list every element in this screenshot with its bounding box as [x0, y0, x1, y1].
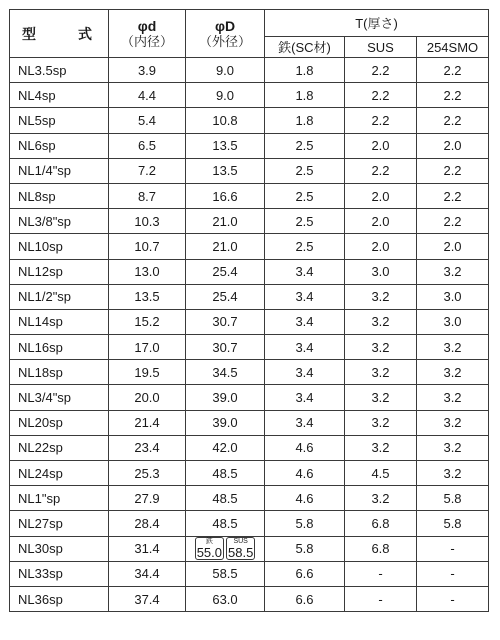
thickness-254smo-cell: 5.8	[417, 486, 489, 511]
table-row	[10, 284, 489, 309]
outer-diameter-sus-variant	[226, 537, 255, 560]
model-cell: NL22sp	[10, 435, 109, 460]
outer-diameter-header	[186, 10, 265, 58]
outer-diameter-cell: 16.6	[186, 183, 265, 208]
thickness-254smo-cell: -	[417, 561, 489, 586]
thickness-sus-cell: 3.2	[345, 486, 417, 511]
table-row	[10, 234, 489, 259]
outer-diameter-cell: 9.0	[186, 58, 265, 83]
model-cell: NL4sp	[10, 83, 109, 108]
model-cell: NL27sp	[10, 511, 109, 536]
inner-diameter-cell: 25.3	[109, 461, 186, 486]
thickness-iron-cell: 2.5	[265, 209, 345, 234]
thickness-254smo-cell: 5.8	[417, 511, 489, 536]
inner-diameter-cell: 19.5	[109, 360, 186, 385]
inner-diameter-cell: 28.4	[109, 511, 186, 536]
outer-diameter-cell: 48.5	[186, 486, 265, 511]
table-row	[10, 133, 489, 158]
thickness-iron-cell: 2.5	[265, 183, 345, 208]
thickness-iron-cell: 3.4	[265, 284, 345, 309]
outer-diameter-cell: 48.5	[186, 511, 265, 536]
inner-diameter-label: （内径）	[120, 34, 173, 49]
table-row	[10, 83, 489, 108]
thickness-iron-cell: 2.5	[265, 133, 345, 158]
thickness-sus-cell: 2.2	[345, 83, 417, 108]
thickness-header: T(厚さ)	[265, 10, 489, 37]
thickness-254smo-cell: 3.0	[417, 284, 489, 309]
outer-diameter-cell: 39.0	[186, 385, 265, 410]
outer-diameter-cell: 42.0	[186, 435, 265, 460]
thickness-iron-cell: 3.4	[265, 309, 345, 334]
thickness-254smo-cell: 2.2	[417, 83, 489, 108]
thickness-254smo-cell: 2.0	[417, 234, 489, 259]
inner-diameter-cell: 37.4	[109, 586, 186, 611]
thickness-sus-header: SUS	[345, 37, 417, 58]
thickness-sus-cell: 2.2	[345, 158, 417, 183]
thickness-sus-cell: 2.0	[345, 209, 417, 234]
thickness-254smo-header: 254SMO	[417, 37, 489, 58]
thickness-254smo-cell: 2.0	[417, 133, 489, 158]
table-row	[10, 183, 489, 208]
thickness-iron-cell: 4.6	[265, 461, 345, 486]
inner-diameter-cell: 10.7	[109, 234, 186, 259]
thickness-sus-cell: 2.0	[345, 133, 417, 158]
table-row	[10, 435, 489, 460]
thickness-254smo-cell: -	[417, 586, 489, 611]
outer-diameter-cell: 34.5	[186, 360, 265, 385]
inner-diameter-cell: 8.7	[109, 183, 186, 208]
thickness-254smo-cell: 2.2	[417, 158, 489, 183]
thickness-sus-cell: 3.2	[345, 360, 417, 385]
thickness-iron-cell: 4.6	[265, 435, 345, 460]
thickness-iron-cell: 2.5	[265, 234, 345, 259]
outer-diameter-cell: 25.4	[186, 284, 265, 309]
thickness-sus-cell: 3.2	[345, 309, 417, 334]
thickness-iron-cell: 5.8	[265, 511, 345, 536]
model-cell: NL24sp	[10, 461, 109, 486]
outer-diameter-iron-variant	[195, 537, 224, 560]
outer-diameter-cell: 58.5	[186, 561, 265, 586]
outer-diameter-cell: 39.0	[186, 410, 265, 435]
model-column-header: 型 式	[10, 10, 109, 58]
thickness-sus-cell: -	[345, 561, 417, 586]
thickness-iron-cell: 4.6	[265, 486, 345, 511]
model-cell: NL18sp	[10, 360, 109, 385]
thickness-iron-cell: 6.6	[265, 586, 345, 611]
outer-diameter-cell: 30.7	[186, 335, 265, 360]
thickness-254smo-cell: 3.2	[417, 360, 489, 385]
inner-diameter-cell: 20.0	[109, 385, 186, 410]
inner-diameter-cell: 17.0	[109, 335, 186, 360]
thickness-254smo-cell: -	[417, 536, 489, 561]
thickness-254smo-cell: 2.2	[417, 58, 489, 83]
thickness-iron-cell: 1.8	[265, 58, 345, 83]
outer-diameter-symbol: φD	[214, 18, 236, 34]
thickness-254smo-cell: 3.2	[417, 461, 489, 486]
model-cell: NL14sp	[10, 309, 109, 334]
thickness-sus-cell: 6.8	[345, 511, 417, 536]
thickness-sus-cell: 2.2	[345, 108, 417, 133]
table-row	[10, 335, 489, 360]
inner-diameter-cell: 7.2	[109, 158, 186, 183]
table-row	[10, 511, 489, 536]
dimension-table	[9, 9, 489, 612]
table-row	[10, 209, 489, 234]
table-row	[10, 486, 489, 511]
table-row	[10, 586, 489, 611]
inner-diameter-cell: 31.4	[109, 536, 186, 561]
model-cell: NL3.5sp	[10, 58, 109, 83]
outer-diameter-cell: 10.8	[186, 108, 265, 133]
thickness-sus-cell: 3.2	[345, 335, 417, 360]
outer-diameter-cell: 48.5	[186, 461, 265, 486]
outer-diameter-cell: 21.0	[186, 209, 265, 234]
inner-diameter-header	[109, 10, 186, 58]
table-row	[10, 309, 489, 334]
thickness-iron-cell: 1.8	[265, 83, 345, 108]
model-cell: NL16sp	[10, 335, 109, 360]
thickness-sus-cell: 4.5	[345, 461, 417, 486]
table-row	[10, 410, 489, 435]
outer-diameter-sus-tag: SUS	[233, 538, 248, 546]
thickness-254smo-cell: 3.0	[417, 309, 489, 334]
inner-diameter-cell: 6.5	[109, 133, 186, 158]
thickness-iron-cell: 2.5	[265, 158, 345, 183]
model-cell: NL33sp	[10, 561, 109, 586]
thickness-254smo-cell: 3.2	[417, 259, 489, 284]
outer-diameter-cell: 13.5	[186, 158, 265, 183]
thickness-iron-cell: 5.8	[265, 536, 345, 561]
thickness-254smo-cell: 3.2	[417, 435, 489, 460]
thickness-iron-cell: 3.4	[265, 385, 345, 410]
thickness-sus-cell: -	[345, 586, 417, 611]
table-row	[10, 108, 489, 133]
thickness-254smo-cell: 3.2	[417, 410, 489, 435]
inner-diameter-cell: 34.4	[109, 561, 186, 586]
outer-diameter-iron-tag: 鉄	[205, 538, 213, 546]
table-row	[10, 561, 489, 586]
thickness-iron-cell: 3.4	[265, 335, 345, 360]
thickness-iron-cell: 3.4	[265, 259, 345, 284]
model-cell: NL10sp	[10, 234, 109, 259]
thickness-iron-cell: 1.8	[265, 108, 345, 133]
thickness-sus-cell: 2.0	[345, 183, 417, 208]
table-row	[10, 385, 489, 410]
model-cell: NL1/4"sp	[10, 158, 109, 183]
inner-diameter-cell: 23.4	[109, 435, 186, 460]
inner-diameter-symbol: φd	[137, 18, 157, 34]
table-row	[10, 461, 489, 486]
table-row	[10, 158, 489, 183]
thickness-sus-cell: 3.2	[345, 385, 417, 410]
table-row	[10, 58, 489, 83]
inner-diameter-cell: 27.9	[109, 486, 186, 511]
outer-diameter-label: （外径）	[198, 34, 251, 49]
model-cell: NL3/8"sp	[10, 209, 109, 234]
model-cell: NL20sp	[10, 410, 109, 435]
thickness-sus-cell: 3.2	[345, 410, 417, 435]
model-cell: NL6sp	[10, 133, 109, 158]
thickness-254smo-cell: 2.2	[417, 183, 489, 208]
thickness-254smo-cell: 3.2	[417, 335, 489, 360]
model-cell: NL1"sp	[10, 486, 109, 511]
model-cell: NL5sp	[10, 108, 109, 133]
outer-diameter-cell: 25.4	[186, 259, 265, 284]
outer-diameter-cell: 13.5	[186, 133, 265, 158]
thickness-iron-cell: 3.4	[265, 360, 345, 385]
thickness-sus-cell: 3.0	[345, 259, 417, 284]
table-body	[10, 58, 489, 612]
inner-diameter-cell: 13.0	[109, 259, 186, 284]
inner-diameter-cell: 3.9	[109, 58, 186, 83]
thickness-sus-cell: 6.8	[345, 536, 417, 561]
thickness-sus-cell: 3.2	[345, 435, 417, 460]
outer-diameter-cell: 9.0	[186, 83, 265, 108]
thickness-sus-cell: 2.2	[345, 58, 417, 83]
outer-diameter-cell	[186, 536, 265, 561]
table-row	[10, 536, 489, 561]
thickness-254smo-cell: 3.2	[417, 385, 489, 410]
model-cell: NL36sp	[10, 586, 109, 611]
outer-diameter-split	[186, 537, 264, 560]
outer-diameter-iron-value: 55.0	[196, 545, 222, 561]
inner-diameter-cell: 15.2	[109, 309, 186, 334]
thickness-254smo-cell: 2.2	[417, 108, 489, 133]
thickness-iron-cell: 3.4	[265, 410, 345, 435]
spec-table-sheet	[9, 9, 488, 626]
inner-diameter-cell: 5.4	[109, 108, 186, 133]
model-cell: NL1/2"sp	[10, 284, 109, 309]
inner-diameter-cell: 4.4	[109, 83, 186, 108]
model-cell: NL3/4"sp	[10, 385, 109, 410]
thickness-sus-cell: 3.2	[345, 284, 417, 309]
thickness-254smo-cell: 2.2	[417, 209, 489, 234]
model-cell: NL8sp	[10, 183, 109, 208]
inner-diameter-cell: 21.4	[109, 410, 186, 435]
outer-diameter-cell: 30.7	[186, 309, 265, 334]
thickness-sus-cell: 2.0	[345, 234, 417, 259]
model-cell: NL12sp	[10, 259, 109, 284]
table-row	[10, 259, 489, 284]
outer-diameter-cell: 63.0	[186, 586, 265, 611]
inner-diameter-cell: 10.3	[109, 209, 186, 234]
thickness-iron-cell: 6.6	[265, 561, 345, 586]
outer-diameter-sus-value: 58.5	[228, 545, 254, 561]
inner-diameter-cell: 13.5	[109, 284, 186, 309]
model-cell: NL30sp	[10, 536, 109, 561]
thickness-iron-header: 鉄(SC材)	[265, 37, 345, 58]
table-header	[10, 10, 489, 58]
table-row	[10, 360, 489, 385]
outer-diameter-cell: 21.0	[186, 234, 265, 259]
